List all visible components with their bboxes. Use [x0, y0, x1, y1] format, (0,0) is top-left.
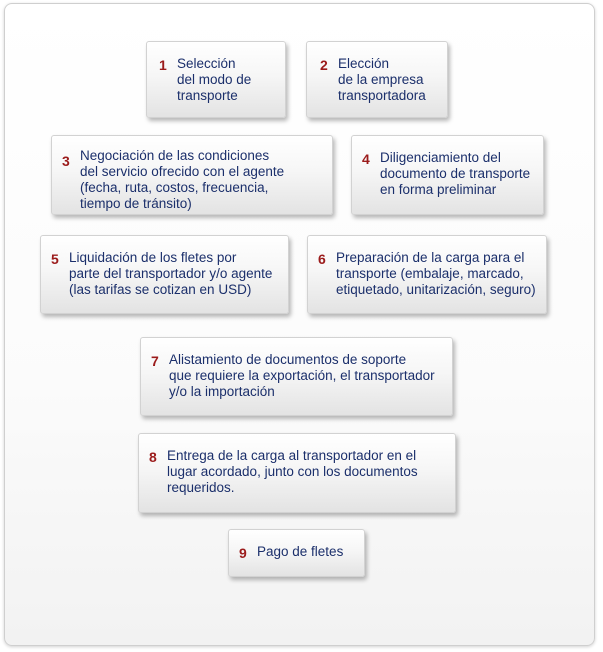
step-4-box — [351, 135, 544, 215]
step-9-box — [228, 529, 365, 577]
step-number: 6 — [318, 251, 326, 267]
step-number: 9 — [239, 545, 247, 561]
step-5-box — [40, 235, 289, 314]
step-text: Alistamiento de documentos de soporte que requiere la exportación, el transportador y/o la importación — [169, 352, 435, 399]
step-number: 5 — [51, 251, 59, 267]
step-text: Pago de fletes — [257, 544, 344, 559]
step-1-box — [146, 41, 286, 118]
step-2-box — [306, 41, 448, 118]
step-text: Entrega de la carga al transportador en el lugar acordado, junto con los documentos requeridos. — [167, 448, 418, 495]
step-text: Negociación de las condiciones del servicio ofrecido con el agente (fecha, ruta, costos, frecuencia, tiempo de tránsito) — [80, 148, 285, 211]
step-number: 4 — [362, 151, 370, 167]
step-text: Diligenciamiento del documento de transporte en forma preliminar — [380, 150, 531, 197]
step-6-box — [307, 235, 547, 314]
step-number: 8 — [149, 449, 157, 465]
step-7-box — [140, 337, 453, 416]
step-number: 1 — [159, 57, 167, 73]
step-text: Liquidación de los fletes por parte del transportador y/o agente (las tarifas se cotizan en USD) — [69, 250, 273, 297]
step-text: Preparación de la carga para el transporte (embalaje, marcado, etiquetado, unitarización, seguro) — [336, 250, 536, 297]
step-8-box — [138, 433, 456, 513]
step-3-box — [51, 135, 333, 215]
step-text: Selección del modo de transporte — [177, 56, 252, 103]
step-number: 3 — [62, 153, 70, 169]
step-number: 7 — [151, 353, 159, 369]
step-text: Elección de la empresa transportadora — [338, 56, 426, 103]
step-number: 2 — [320, 57, 328, 73]
